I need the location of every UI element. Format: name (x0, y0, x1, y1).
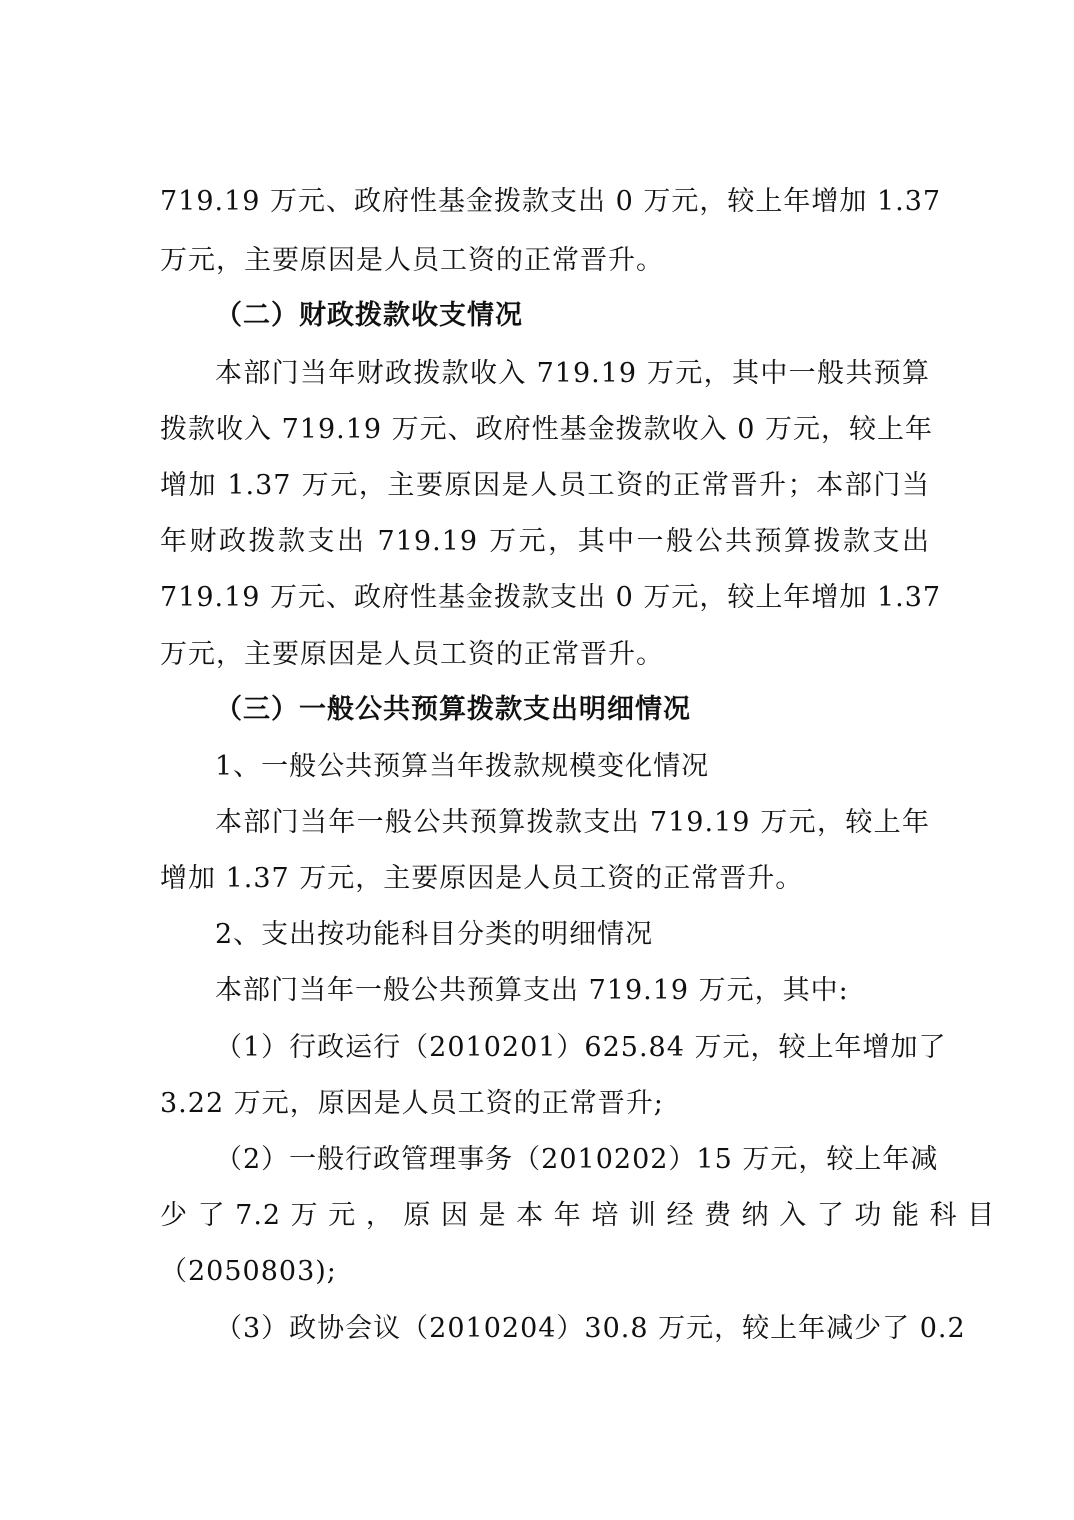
paragraph-line: 增加 1.37 万元，主要原因是人员工资的正常晋升。 (160, 863, 804, 894)
paragraph-line: 年财政拨款支出 719.19 万元，其中一般公共预算拨款支出 (160, 526, 930, 557)
list-item-line: 少 了 7.2 万 元 ， 原 因 是 本 年 培 训 经 费 纳 入 了 功 能 科 目 (160, 1200, 996, 1231)
list-item-line: （1）行政运行（2010201）625.84 万元，较上年增加了 (215, 1032, 947, 1063)
subheading-line: 2、支出按功能科目分类的明细情况 (215, 919, 654, 950)
subheading-line: 1、一般公共预算当年拨款规模变化情况 (215, 751, 710, 782)
list-item-line: （3）政协会议（2010204）30.8 万元，较上年减少了 0.2 (215, 1313, 966, 1344)
list-item-line: （2050803); (160, 1256, 337, 1287)
list-item-line: （2）一般行政管理事务（2010202）15 万元，较上年减 (215, 1144, 939, 1175)
section-heading: （二）财政拨款收支情况 (215, 300, 523, 331)
section-heading: （三）一般公共预算拨款支出明细情况 (215, 694, 691, 725)
paragraph-line: 719.19 万元、政府性基金拨款支出 0 万元，较上年增加 1.37 (160, 582, 942, 613)
paragraph-line: 万元，主要原因是人员工资的正常晋升。 (160, 245, 664, 276)
paragraph-line: 拨款收入 719.19 万元、政府性基金拨款收入 0 万元，较上年 (160, 414, 933, 445)
paragraph-line: 本部门当年一般公共预算支出 719.19 万元，其中: (215, 975, 849, 1006)
paragraph-line: 万元，主要原因是人员工资的正常晋升。 (160, 639, 664, 670)
paragraph-line: 本部门当年一般公共预算拨款支出 719.19 万元，较上年 (215, 807, 930, 838)
paragraph-line: 719.19 万元、政府性基金拨款支出 0 万元，较上年增加 1.37 (160, 186, 942, 217)
paragraph-line: 本部门当年财政拨款收入 719.19 万元，其中一般共预算 (215, 358, 930, 389)
list-item-line: 3.22 万元，原因是人员工资的正常晋升; (160, 1088, 664, 1119)
paragraph-line: 增加 1.37 万元，主要原因是人员工资的正常晋升；本部门当 (160, 470, 930, 501)
